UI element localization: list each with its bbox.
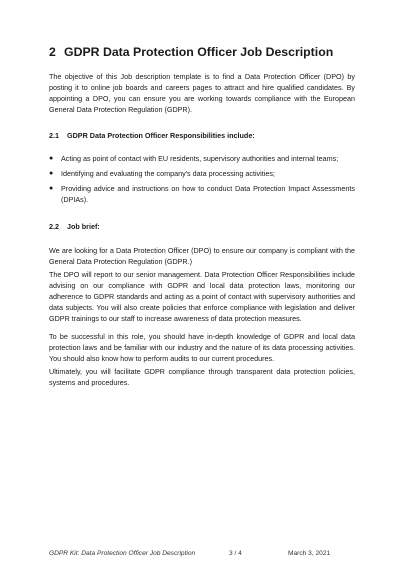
bullet-icon: ● (49, 185, 54, 192)
subsection-number: 2.1 (49, 131, 59, 140)
subsection-title: GDPR Data Protection Officer Responsibilities include: (67, 131, 255, 140)
section-number: 2 (49, 45, 56, 59)
bullet-icon: ● (49, 170, 54, 177)
paragraph: To be successful in this role, you should have in-depth knowledge of GDPR and local data protection laws and be familiar with our industry and the nature of its data processing activities. You should also know how to perform audits to our current procedures. (49, 332, 355, 363)
list-item-text: Providing advice and instructions on how to conduct Data Protection Impact Assessments (DPIAs). (61, 184, 355, 204)
section-title: GDPR Data Protection Officer Job Description (64, 45, 334, 59)
paragraph: Ultimately, you will facilitate GDPR compliance through transparent data protection policies, systems and procedures. (49, 367, 355, 387)
footer-document-title: GDPR Kit: Data Protection Officer Job Description (49, 550, 196, 557)
bullet-icon: ● (49, 155, 54, 162)
subsection-number: 2.2 (49, 222, 59, 231)
subsection-heading-job-brief (49, 222, 100, 231)
footer-date: March 3, 2021 (288, 550, 331, 557)
paragraph: We are looking for a Data Protection Officer (DPO) to ensure our company is compliant with the General Data Protection Regulation (GDPR.) (49, 246, 355, 266)
intro-paragraph: The objective of this Job description template is to find a Data Protection Officer (DPO) by posting it to online job boards and careers pages to attract and hire qualified candidates. By appointing a DPO, you can ensure you are working towards compliance with the European General Data Protection Regulation (GDPR). (49, 72, 355, 114)
footer-page-number: 3 / 4 (229, 550, 242, 557)
list-item-text: Identifying and evaluating the company's data processing activities; (61, 169, 275, 178)
subsection-title: Job brief: (67, 222, 100, 231)
paragraph: The DPO will report to our senior management. Data Protection Officer Responsibilities include advising on our compliance with GDPR and local data protection laws, monitoring our adherence to GDPR standards and acting as a point of contact with supervisory authorities and data subjects. You will also create policies that enforce compliance with legislation and deliver GDPR trainings to our staff to increase awareness of data protection measures. (49, 270, 355, 323)
subsection-heading-responsibilities (49, 131, 255, 140)
section-heading (49, 45, 333, 59)
list-item-text: Acting as point of contact with EU residents, supervisory authorities and internal teams; (61, 154, 339, 163)
